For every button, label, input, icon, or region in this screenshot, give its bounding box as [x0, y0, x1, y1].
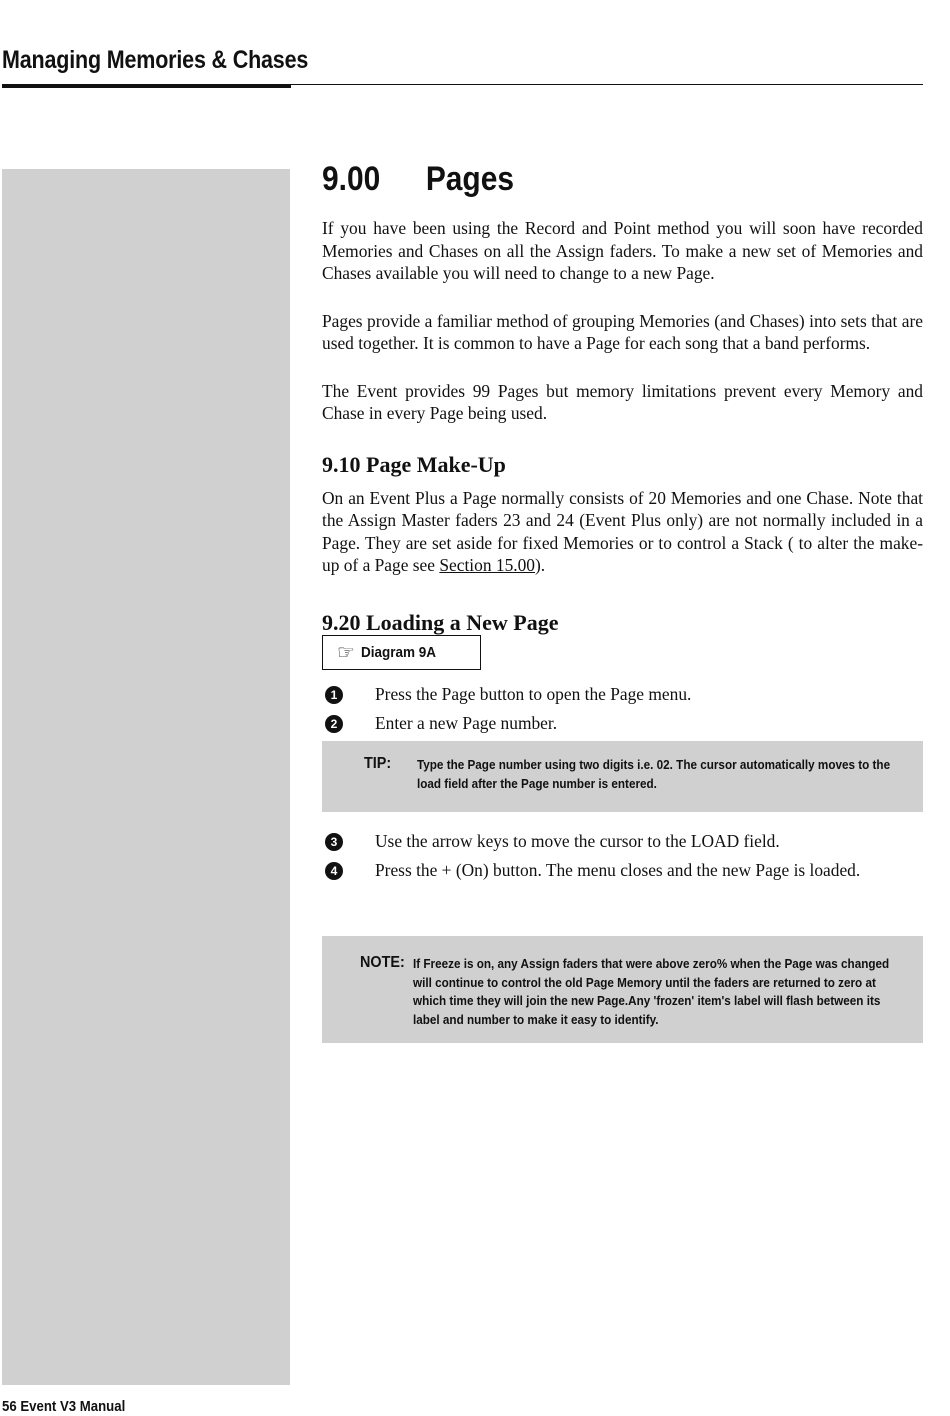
step-text: Press the Page button to open the Page menu.	[375, 684, 692, 704]
tip-label: TIP:	[364, 755, 392, 772]
step-3	[322, 831, 923, 855]
page-footer: 56 Event V3 Manual	[2, 1398, 126, 1415]
tip-box	[322, 741, 923, 812]
makeup-heading: 9.10 Page Make-Up	[322, 451, 506, 477]
pointing-hand-icon: ☞	[337, 642, 355, 664]
main-content	[322, 160, 923, 637]
step-4	[322, 860, 923, 884]
diagram-label: Diagram 9A	[360, 644, 436, 661]
step-number-badge: 4	[325, 862, 343, 880]
diagram-reference[interactable]	[322, 635, 481, 670]
step-number-badge: 3	[325, 833, 343, 851]
note-text: If Freeze is on, any Assign faders that were above zero% when the Page was changed will continue to control the old Page Memory until the faders are returned to zero at which time they will join the new Page.Any 'frozen' item's label will flash between its label and number to make it easy to identify.	[413, 956, 890, 1027]
note-box	[322, 936, 923, 1043]
header-title: Managing Memories & Chases	[2, 46, 309, 74]
intro-paragraph-2: Pages provide a familiar method of grouping Memories (and Chases) into sets that are used together. It is common to have a Page for each song that a band performs.	[322, 310, 923, 353]
note-label: NOTE:	[360, 954, 405, 971]
header-rule-accent	[2, 84, 291, 88]
intro-paragraph-3: The Event provides 99 Pages but memory limitations prevent every Memory and Chase in every Page being used.	[322, 380, 923, 423]
section-title: Pages	[425, 160, 515, 198]
step-2	[322, 713, 923, 737]
section-heading	[322, 160, 851, 206]
section-number: 9.00	[322, 160, 381, 198]
header-rule	[290, 84, 923, 85]
step-text: Use the arrow keys to move the cursor to the LOAD field.	[375, 831, 780, 851]
intro-paragraph-1: If you have been using the Record and Point method you will soon have recorded Memories and Chases on all the Assign faders. To make a new set of Memories and Chases available you will need to change to a new Page.	[322, 218, 923, 283]
makeup-text: On an Event Plus a Page normally consists of 20 Memories and one Chase. Note that the Assign Master faders 23 and 24 (Event Plus only) are not normally included in a Page. They are set aside for fixed Memories or to control a Stack ( to alter the make-up of a Page see	[322, 487, 923, 575]
makeup-paragraph	[322, 487, 923, 577]
step-number-badge: 1	[325, 686, 343, 704]
section-15-link[interactable]: Section 15.00	[439, 555, 535, 575]
makeup-text-end: ).	[535, 555, 546, 575]
sidebar-margin	[2, 169, 290, 1385]
step-1	[322, 684, 923, 708]
step-text: Enter a new Page number.	[375, 713, 558, 733]
tip-text: Type the Page number using two digits i.e. 02. The cursor automatically moves to the load field after the Page number is entered.	[417, 757, 891, 791]
step-number-badge: 2	[325, 715, 343, 733]
loading-heading: 9.20 Loading a New Page	[322, 609, 559, 635]
step-text: Press the + (On) button. The menu closes and the new Page is loaded.	[375, 860, 861, 880]
